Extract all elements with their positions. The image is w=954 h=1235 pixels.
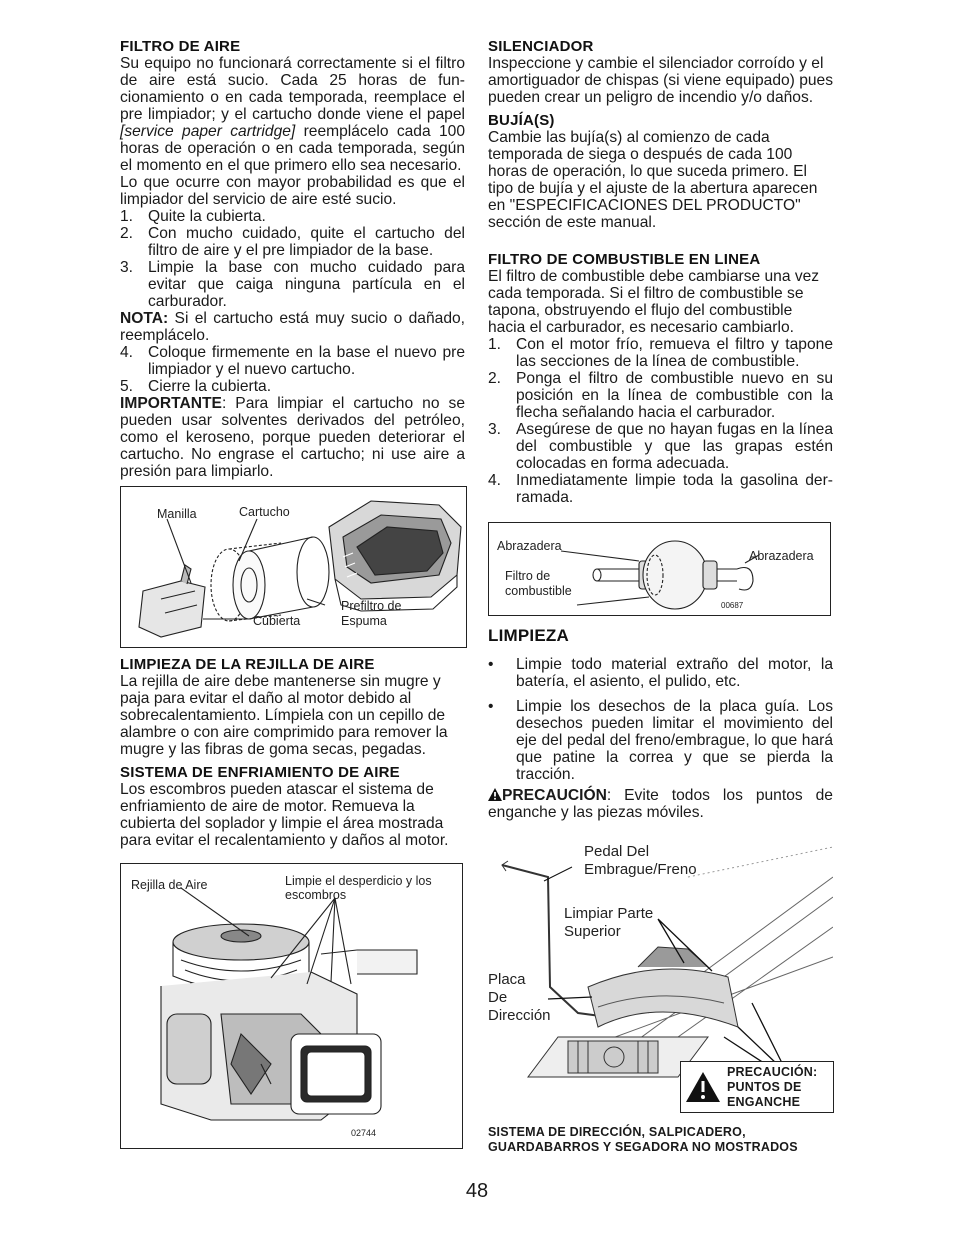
left-column	[120, 38, 465, 1149]
figure4-caption-2: GUARDABARROS Y SEGADORA NO MOSTRADOS	[488, 1140, 798, 1154]
step-item: 1. Quite la cubierta.	[120, 208, 266, 225]
muffler-text: Inspeccione y cambie el silenciador corroído y el amortiguador de chispas (si viene equipado) pues pueden crear un peligro de incendio y/o daños.	[488, 55, 834, 106]
air-filter-steps-b	[120, 344, 465, 395]
label-plate-3: Dirección	[488, 1007, 551, 1024]
cleaning-bullet: • Limpie los desechos de la placa guía. Los desechos pueden limitar el movimiento del eje del pedal del freno/embrague, lo que hará que patine la correa y que se pierda la tracción.	[488, 698, 833, 783]
label-figure-code: 02744	[351, 1128, 377, 1138]
step-item: 4. Inmediatamente limpie toda la gasolina der-ramada.	[488, 472, 833, 506]
engine-figure	[120, 863, 463, 1149]
label-clean-debris: Limpie el desperdicio y los escombros	[285, 874, 432, 902]
label-pedal-1: Pedal Del	[584, 843, 650, 860]
air-filter-important: IMPORTANTE: Para limpiar el cartucho no se pueden usar solventes derivados del petróleo, como el keroseno, porque pueden deteriorar el cartucho. No engrase el cartucho; ni use aire a presión para limpiarlo.	[120, 395, 465, 480]
step-item: 2. Con mucho cuidado, quite el cartucho del filtro de aire y el pre limpiador de la base.	[120, 225, 465, 259]
label-cover: Cubierta	[253, 614, 301, 628]
step-item: 5. Cierre la cubierta.	[120, 378, 272, 395]
warning-line: PRECAUCIÓN:	[727, 1064, 818, 1079]
fuel-filter-text: El filtro de combustible debe cambiarse una vez cada temporada. Si el filtro de combustible se tapona, obstruyendo el flujo del combustible hacia el carburador, es necesario cambiarlo.	[488, 268, 820, 336]
step-item: 2. Ponga el filtro de combustible nuevo en su posición en la línea de combustible con la flecha señalando hacia el carburador.	[488, 370, 833, 421]
label-cartridge: Cartucho	[239, 505, 290, 519]
fuel-filter-heading: FILTRO DE COMBUSTIBLE EN LINEA	[488, 251, 761, 268]
warning-line: PUNTOS DE	[727, 1079, 802, 1094]
label-plate-2: De	[488, 989, 508, 1006]
steering-figure	[488, 837, 833, 1119]
muffler-heading: SILENCIADOR	[488, 38, 594, 55]
air-filter-heading: FILTRO DE AIRE	[120, 38, 241, 55]
page-number: 48	[465, 1180, 489, 1202]
step-item: 4. Coloque firmemente en la base el nuevo pre limpiador y el nuevo cartucho.	[120, 344, 465, 378]
air-filter-figure	[120, 486, 467, 648]
label-prefilter: Prefiltro de	[341, 599, 402, 613]
label-clamp-left: Abrazadera	[497, 539, 562, 553]
label-plate-1: Placa	[488, 971, 526, 988]
pinch-warning-box	[680, 1061, 834, 1113]
spark-heading: BUJÍA(S)	[488, 112, 555, 129]
engine-illustration	[121, 864, 462, 1148]
air-filter-para2: Lo que ocurre con mayor probabilidad es que el limpiador del servicio de aire esté sucio.	[120, 174, 465, 208]
grille-heading: LIMPIEZA DE LA REJILLA DE AIRE	[120, 656, 375, 673]
cooling-text: Los escombros pueden atascar el sistema de enfriamiento de aire de motor. Remueva la cubierta del soplador y limpie el área mostrada para evitar el recalentamiento y daños al motor.	[120, 781, 449, 849]
spark-text: Cambie las bujía(s) al comienzo de cada temporada de siega o después de cada 100 horas de operación, lo que suceda primero. El tipo de bujía y el ajuste de la abertura aparecen en "ESPECIFICACIONES DEL PRODUCTO" sección de este manual.	[488, 129, 818, 231]
fuel-filter-figure	[488, 522, 831, 616]
air-filter-para1: Su equipo no funcionará correctamente si el filtro de aire está sucio. Cada 25 horas de fun-cionamiento o en cada temporada, reemplace el pre limpiador; y el cartucho donde viene el papel [service paper cartridge] reemplácelo cada 100 horas de operación o en cada temporada, según el momento en el que primero ello sea necesario.	[120, 55, 465, 174]
grille-text: La rejilla de aire debe mantenerse sin mugre y paja para evitar el daño al motor debido al sobrecalentamiento. Límpiela con un cepillo de alambre o con aire comprimido para remover la mugre y las fibras de goma secas, pegadas.	[120, 673, 448, 758]
label-clean-top-1: Limpiar Parte	[564, 905, 654, 922]
air-filter-steps-a	[120, 208, 465, 310]
fuel-filter-steps	[488, 336, 833, 506]
cleaning-caution: PRECAUCIÓN: Evite todos los puntos de enganche y las piezas móviles.	[488, 787, 833, 821]
warning-triangle-icon	[488, 788, 502, 801]
label-clean-top-2: Superior	[564, 923, 621, 940]
air-filter-note: NOTA: Si el cartucho está muy sucio o dañado, reemplácelo.	[120, 310, 465, 344]
label-fuel-filter-line1: Filtro de	[505, 569, 551, 583]
label-foam: Espuma	[341, 614, 387, 628]
cleaning-bullet: • Limpie todo material extraño del motor, la batería, el asiento, el pulido, etc.	[488, 656, 833, 690]
cleaning-heading: LIMPIEZA	[488, 626, 569, 645]
step-item: 1. Con el motor frío, remueva el filtro y tapone las secciones de la línea de combustible.	[488, 336, 833, 370]
step-item: 3. Asegúrese de que no hayan fugas en la línea del combustible y que las grapas estén colocadas en forma adecuada.	[488, 421, 833, 472]
step-item: 3. Limpie la base con mucho cuidado para evitar que caiga ninguna partícula en el carburador.	[120, 259, 465, 310]
label-clamp-right: Abrazadera	[749, 549, 814, 563]
warning-triangle-icon	[685, 1071, 721, 1103]
right-column	[488, 38, 833, 1155]
figure4-caption-1: SISTEMA DE DIRECCIÓN, SALPICADERO,	[488, 1125, 746, 1139]
label-handle: Manilla	[157, 507, 197, 521]
label-fuel-filter-line2: combustible	[505, 584, 572, 598]
label-pedal-2: Embrague/Freno	[584, 861, 697, 878]
cooling-heading: SISTEMA DE ENFRIAMIENTO DE AIRE	[120, 764, 400, 781]
label-figure2-code: 00687	[721, 601, 744, 610]
label-grille: Rejilla de Aire	[131, 878, 208, 892]
warning-line: ENGANCHE	[727, 1094, 801, 1109]
